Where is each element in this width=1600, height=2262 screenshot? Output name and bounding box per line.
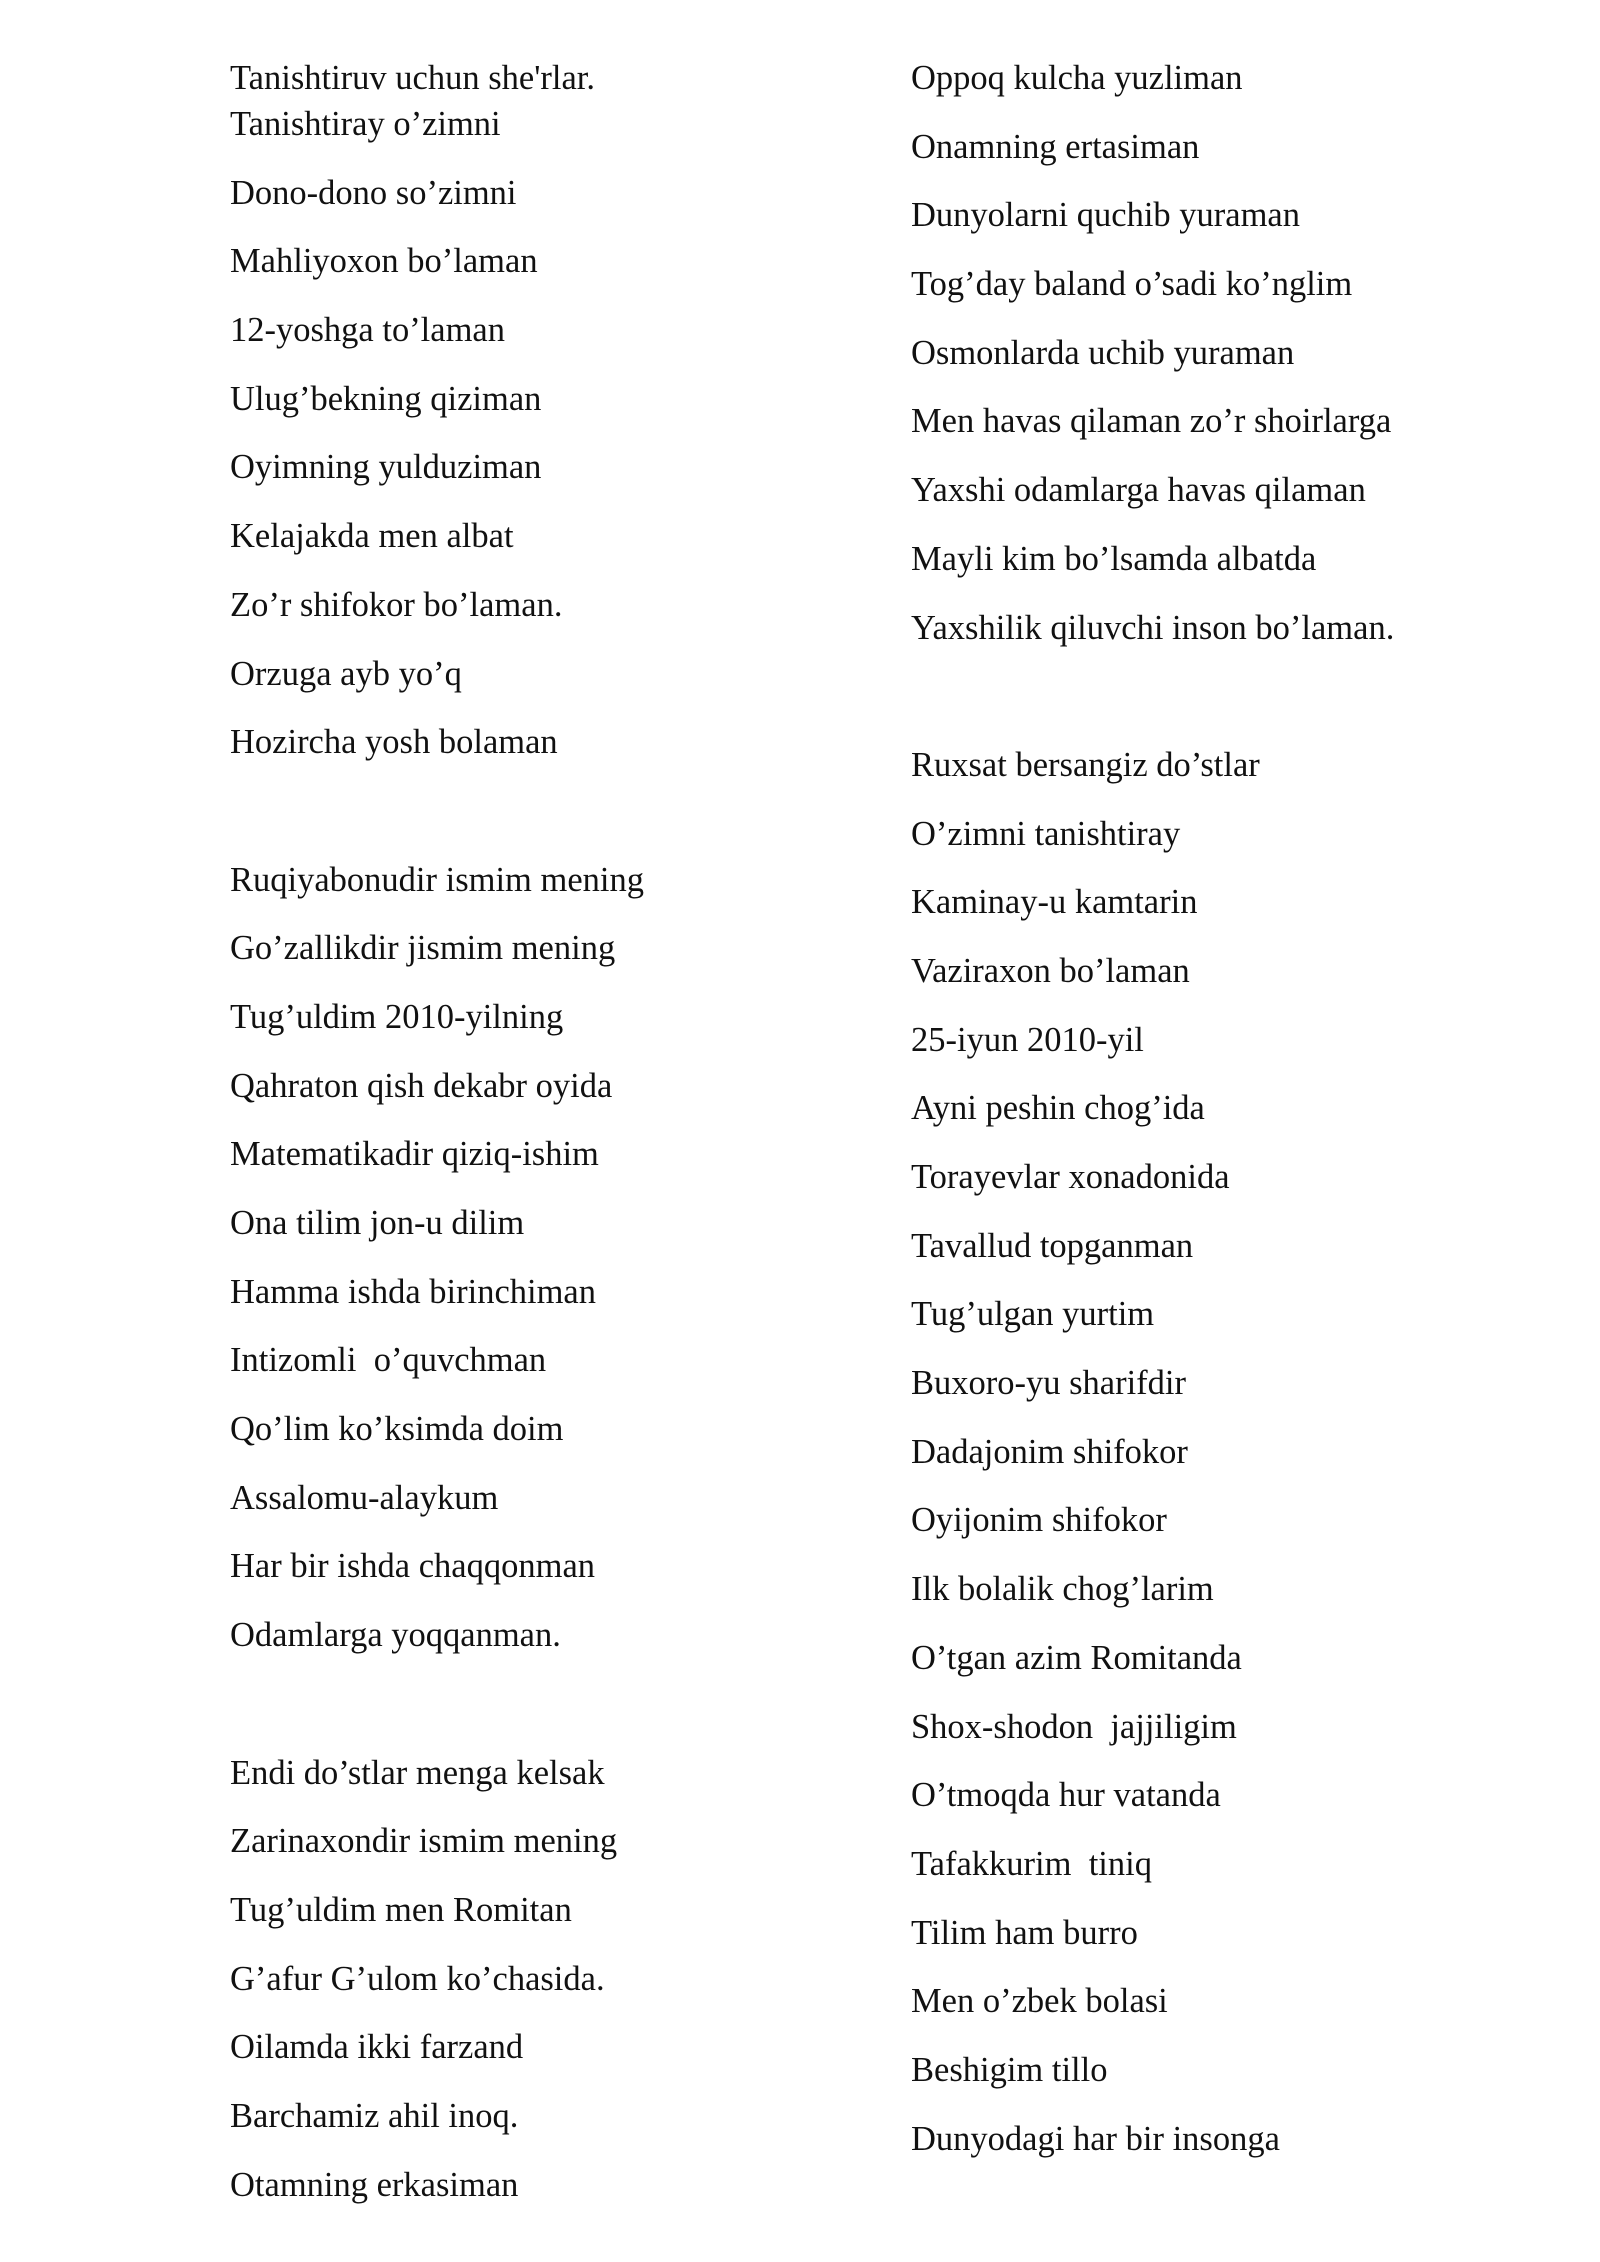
- verse-line: Orzuga ayb yo’q: [230, 654, 462, 693]
- verse-line: Intizomli o’quvchman: [230, 1341, 547, 1380]
- verse-line: Dadajonim shifokor: [911, 1432, 1188, 1471]
- verse-line: Dunyolarni quchib yuraman: [911, 196, 1300, 235]
- verse-line: Buxoro-yu sharifdir: [911, 1364, 1186, 1403]
- verse-line: Kelajakda men albat: [230, 517, 514, 556]
- verse-line: Assalomu-alaykum: [230, 1478, 499, 1517]
- verse-line: Vaziraxon bo’laman: [911, 951, 1190, 990]
- verse-line: Odamlarga yoqqanman.: [230, 1616, 561, 1655]
- stanza-gap: [230, 791, 870, 860]
- verse-line: Qo’lim ko’ksimda doim: [230, 1410, 564, 1449]
- verse-line: Tavallud topganman: [911, 1226, 1194, 1265]
- verse-line: Tug’uldim men Romitan: [230, 1890, 572, 1929]
- verse-line: Yaxshi odamlarga havas qilaman: [911, 471, 1366, 510]
- verse-line: Har bir ishda chaqqonman: [230, 1547, 596, 1586]
- verse-line: Men havas qilaman zo’r shoirlarga: [911, 402, 1392, 441]
- verse-line: Ruqiyabonudir ismim mening: [230, 860, 644, 899]
- verse-line: Go’zallikdir jismim mening: [230, 929, 616, 968]
- verse-line: Ona tilim jon-u dilim: [230, 1204, 525, 1242]
- verse-line: Barchamiz ahil inoq.: [230, 2096, 519, 2135]
- verse-line: Osmonlarda uchib yuraman: [911, 333, 1295, 372]
- stanza-gap: [230, 1684, 870, 1753]
- poem-collection-title: Tanishtiruv uchun she'rlar.: [230, 59, 596, 97]
- verse-line: O’tgan azim Romitanda: [911, 1638, 1242, 1677]
- verse-line: Tafakkurim tiniq: [911, 1844, 1152, 1883]
- verse-line: Hamma ishda birinchiman: [230, 1272, 596, 1311]
- verse-line: Men o’zbek bolasi: [911, 1982, 1168, 2021]
- verse-line: O’tmoqda hur vatanda: [911, 1776, 1221, 1815]
- verse-line: G’afur G’ulom ko’chasida.: [230, 1959, 605, 1998]
- verse-line: Mayli kim bo’lsamda albatda: [911, 539, 1317, 578]
- verse-line: Zo’r shifokor bo’laman.: [230, 585, 563, 624]
- verse-line: Ilk bolalik chog’larim: [911, 1570, 1214, 1609]
- verse-line: Tug’uldim 2010-yilning: [230, 997, 564, 1036]
- verse-line: Qahraton qish dekabr oyida: [230, 1066, 613, 1105]
- verse-line: Onamning ertasiman: [911, 127, 1200, 166]
- verse-line: Tilim ham burro: [911, 1913, 1138, 1952]
- verse-line: Oyijonim shifokor: [911, 1501, 1167, 1540]
- verse-line: Yaxshilik qiluvchi inson bo’laman.: [911, 608, 1395, 647]
- left-column: [230, 58, 870, 2233]
- verse-line: Dunyodagi har bir insonga: [911, 2119, 1280, 2158]
- stanza-continuation: [911, 58, 1571, 648]
- stanza-gap: [911, 676, 1571, 745]
- verse-line: Beshigim tillo: [911, 2050, 1108, 2089]
- verse-line: Oyimning yulduziman: [230, 448, 542, 487]
- verse-line: Kaminay-u kamtarin: [911, 883, 1198, 922]
- verse-line: Endi do’stlar menga kelsak: [230, 1753, 605, 1792]
- verse-line: Mahliyoxon bo’laman: [230, 242, 538, 281]
- verse-line: O’zimni tanishtiray: [911, 814, 1181, 853]
- verse-line: Otamning erkasiman: [230, 2165, 519, 2204]
- verse-line: Matematikadir qiziq-ishim: [230, 1135, 599, 1174]
- verse-line: Shox-shodon jajjiligim: [911, 1707, 1237, 1746]
- verse-line: Tog’day baland o’sadi ko’nglim: [911, 265, 1353, 304]
- stanza-ruqiyabonu: [230, 860, 870, 1656]
- verse-line: Oppoq kulcha yuzliman: [911, 59, 1243, 97]
- verse-line: Zarinaxondir ismim mening: [230, 1822, 618, 1861]
- verse-line: Dono-dono so’zimni: [230, 173, 517, 212]
- verse-line: 12-yoshga to’laman: [230, 311, 505, 350]
- verse-line: Oilamda ikki farzand: [230, 2028, 524, 2067]
- verse-line: 25-iyun 2010-yil: [911, 1020, 1144, 1059]
- stanza-vaziraxon: [911, 745, 1571, 2159]
- verse-line: Ruxsat bersangiz do’stlar: [911, 745, 1260, 784]
- verse-line: Torayevlar xonadonida: [911, 1158, 1230, 1196]
- right-column: [911, 58, 1571, 2187]
- verse-line: Tug’ulgan yurtim: [911, 1295, 1155, 1334]
- verse-line: Ayni peshin chog’ida: [911, 1089, 1205, 1128]
- verse-line: Ulug’bekning qiziman: [230, 379, 542, 418]
- stanza-mahliyoxon: [230, 104, 870, 762]
- verse-line: Tanishtiray o’zimni: [230, 105, 501, 143]
- stanza-zarinaxon: [230, 1753, 870, 2205]
- verse-line: Hozircha yosh bolaman: [230, 723, 558, 762]
